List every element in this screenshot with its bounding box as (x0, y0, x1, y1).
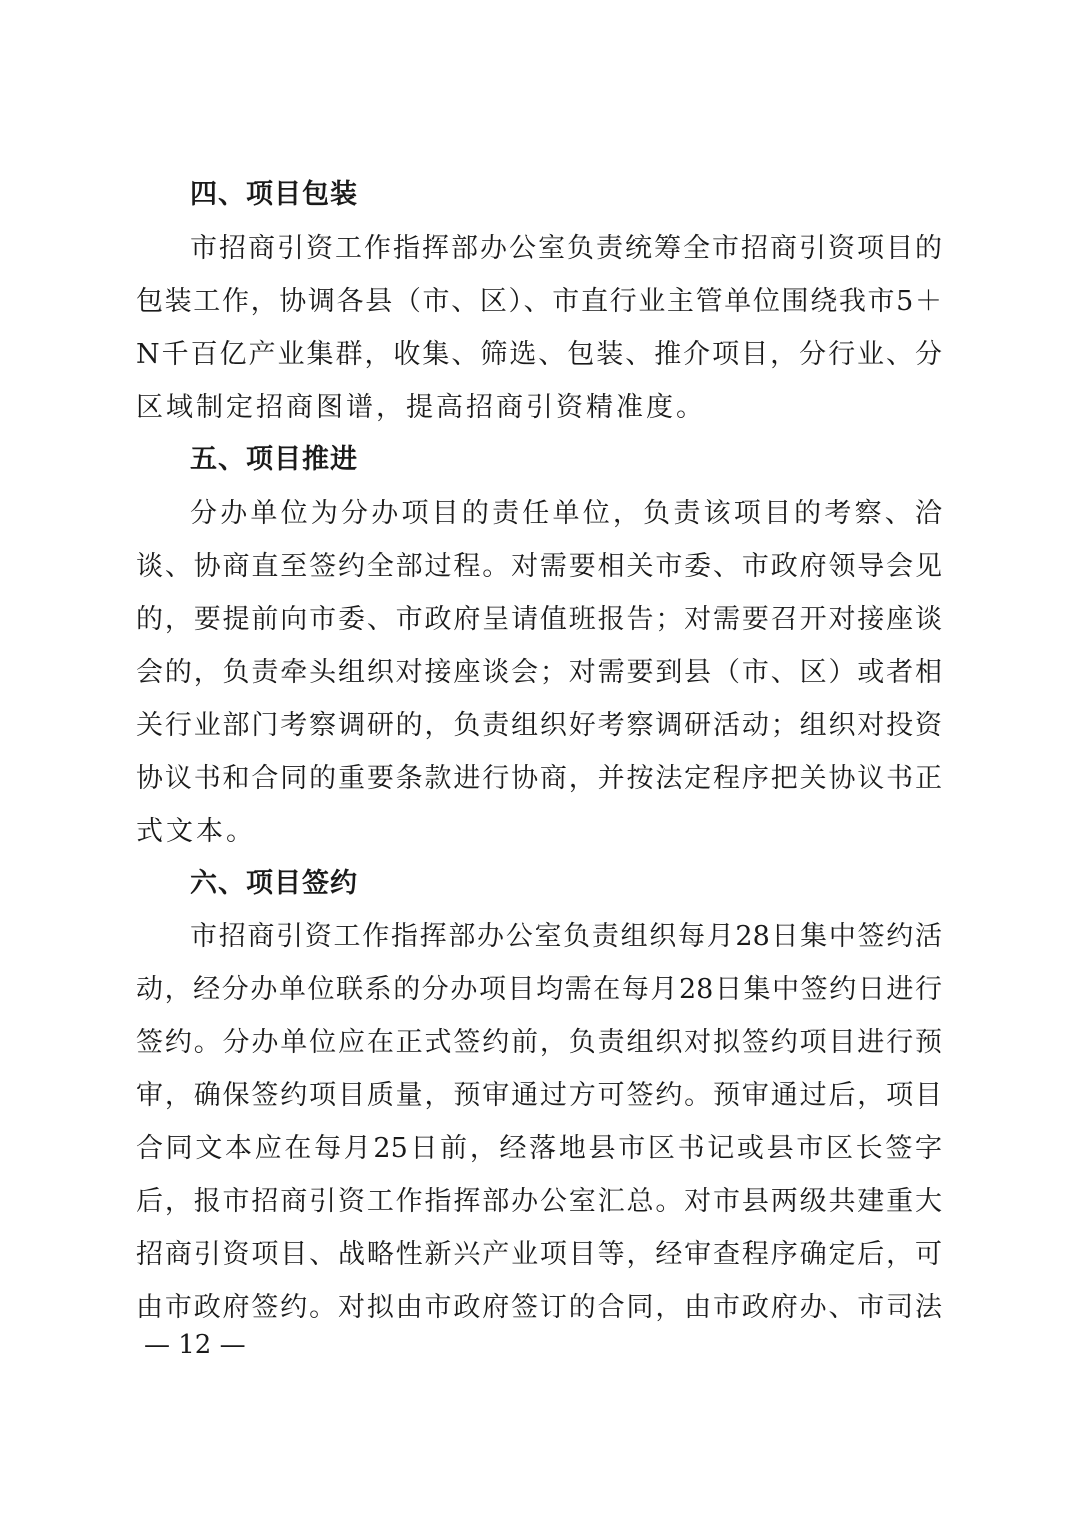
page-number: — 12 — (144, 1330, 246, 1360)
paragraph-line: 由市政府签约。对拟由市政府签订的合同，由市政府办、市司法 (136, 1292, 942, 1323)
section-heading-signing: 六、项目签约 (190, 868, 358, 899)
section-heading-promotion: 五、项目推进 (190, 444, 358, 475)
paragraph-line: 后，报市招商引资工作指挥部办公室汇总。对市县两级共建重大 (136, 1186, 942, 1217)
paragraph-line: 合同文本应在每月25日前，经落地县市区书记或县市区长签字 (136, 1133, 942, 1164)
paragraph-line: 市招商引资工作指挥部办公室负责统筹全市招商引资项目的 (190, 233, 942, 264)
paragraph-line: 的，要提前向市委、市政府呈请值班报告；对需要召开对接座谈 (136, 604, 942, 635)
paragraph-line: 市招商引资工作指挥部办公室负责组织每月28日集中签约活 (190, 921, 942, 952)
paragraph-line: 关行业部门考察调研的，负责组织好考察调研活动；组织对投资 (136, 710, 942, 741)
paragraph-line: 式文本。 (136, 816, 256, 847)
paragraph-line: 包装工作，协调各县（市、区）、市直行业主管单位围绕我市5＋ (136, 286, 942, 317)
paragraph-line: 动，经分办单位联系的分办项目均需在每月28日集中签约日进行 (136, 974, 942, 1005)
paragraph-line: 会的，负责牵头组织对接座谈会；对需要到县（市、区）或者相 (136, 657, 942, 688)
paragraph-line: 招商引资项目、战略性新兴产业项目等，经审查程序确定后，可 (136, 1239, 942, 1270)
section-heading-packaging: 四、项目包装 (190, 179, 358, 210)
paragraph-line: 审，确保签约项目质量，预审通过方可签约。预审通过后，项目 (136, 1080, 942, 1111)
paragraph-line: 区域制定招商图谱，提高招商引资精准度。 (136, 392, 706, 423)
paragraph-line: 签约。分办单位应在正式签约前，负责组织对拟签约项目进行预 (136, 1027, 942, 1058)
paragraph-line: 协议书和合同的重要条款进行协商，并按法定程序把关协议书正 (136, 763, 942, 794)
paragraph-line: 谈、协商直至签约全部过程。对需要相关市委、市政府领导会见 (136, 551, 942, 582)
paragraph-line: N千百亿产业集群，收集、筛选、包装、推介项目，分行业、分 (136, 339, 942, 370)
paragraph-line: 分办单位为分办项目的责任单位，负责该项目的考察、洽 (190, 498, 942, 529)
